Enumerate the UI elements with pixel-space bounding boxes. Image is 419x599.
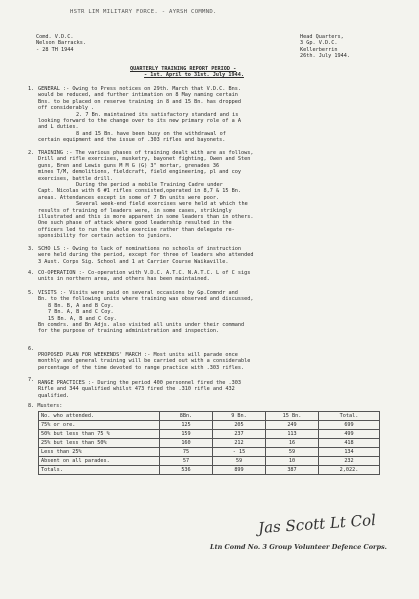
para-line: GENERAL :- Owing to Press notices on 29th. March that V.D.C. Bns. xyxy=(38,86,242,92)
table-header-cell: Total. xyxy=(319,412,380,421)
para-line: areas. Attendances except in some of 7 Bn units were poor. xyxy=(38,194,220,201)
table-cell: 499 xyxy=(319,430,380,439)
para-number: 4. xyxy=(28,270,35,276)
para-line: During the period a mobile Training Cadre under xyxy=(76,181,223,188)
table-cell: 2,022. xyxy=(319,466,380,475)
table-cell: 59 xyxy=(266,448,319,457)
table-cell: 75 xyxy=(160,448,213,457)
table-cell: 249 xyxy=(266,421,319,430)
para-number: 5. xyxy=(28,290,35,296)
para-musters-label: 8. Musters: xyxy=(28,403,63,409)
table-cell: 212 xyxy=(213,439,266,448)
table-cell: Less than 25% xyxy=(39,448,160,457)
table-cell: 536 xyxy=(160,466,213,475)
para-line: would be reduced, and further intimation on 8 May naming certain xyxy=(38,92,238,99)
table-cell: 113 xyxy=(266,430,319,439)
para-line: 8 Bn. B, A and B Coy. xyxy=(48,302,114,309)
table-cell: 16 xyxy=(266,439,319,448)
para-line: TRAINING :- The various phases of training dealt with are as follows, xyxy=(38,150,254,156)
signature-designation: Ltn Comd No. 3 Group Volunteer Defence Corps. xyxy=(210,543,387,551)
para-line: One such phase of attack where good leadership resulted in the xyxy=(38,220,232,227)
address-right-line: 3 Gp. V.D.C. xyxy=(300,40,338,47)
address-left-line: Nelson Barracks. xyxy=(36,40,86,47)
table-cell: 387 xyxy=(266,466,319,475)
paragraph-range-practices xyxy=(38,380,241,399)
table-header-row xyxy=(39,412,380,421)
paragraph-schools xyxy=(38,246,254,265)
para-line: PROPOSED PLAN FOR WEEKENDS' MARCH :- Most units will parade once xyxy=(38,352,238,358)
table-cell: 418 xyxy=(319,439,380,448)
para-line: monthly and general training will be carried out with a considerable xyxy=(38,358,251,365)
table-cell: 699 xyxy=(319,421,380,430)
para-line: Several week-end field exercises were held at which the xyxy=(76,201,248,208)
para-line: exercises, battle drill. xyxy=(38,175,113,182)
para-line: were held during the period, except for three of leaders who attended xyxy=(38,252,254,259)
paragraph-visits xyxy=(38,290,254,335)
table-cell: 50% but less than 75 % xyxy=(39,430,160,439)
para-line: Capt. Nicolas with 6 #1 rifles consisted,operated in 8,7 & 15 Bn. xyxy=(38,188,242,195)
para-line: 2. 7 Bn. maintained its satisfactory standard and is xyxy=(76,111,239,118)
table-cell: 237 xyxy=(213,430,266,439)
para-line: 7 Bn. A, B and C Coy. xyxy=(48,309,114,316)
table-cell: 59 xyxy=(213,457,266,466)
paragraph-general xyxy=(38,86,241,144)
address-right xyxy=(300,34,350,60)
para-line: off considerably . xyxy=(38,105,95,112)
para-line: units in northern area, and others has been maintained. xyxy=(38,276,210,283)
table-row xyxy=(39,457,380,466)
para-number: 7. xyxy=(28,377,35,383)
table-header-cell: 8Bn. xyxy=(160,412,213,421)
para-line: mines T/M, demolitions, fieldcraft, field engineering, pl and coy xyxy=(38,169,242,176)
para-line: and L duties. xyxy=(38,124,79,131)
paragraph-training xyxy=(38,150,254,239)
para-line: 3 Aust. Corps Sig. School and 1 at Carrier Course Waikaville. xyxy=(38,258,229,265)
table-cell: 57 xyxy=(160,457,213,466)
para-line: Drill and rifle exercises, musketry, bayonet fighting, Owen and Sten xyxy=(38,156,251,163)
table-cell: 134 xyxy=(319,448,380,457)
para-line: 8 and 15 Bn. have been busy on the withdrawal of xyxy=(76,130,226,137)
para-line: Rifle and 344 qualified whilst 473 fired the .310 rifle and 432 xyxy=(38,386,235,393)
address-right-line: Head Quarters, xyxy=(300,34,344,40)
para-number: 2. xyxy=(28,150,35,156)
table-row xyxy=(39,439,380,448)
report-title-line: QUARTERLY TRAINING REPORT PERIOD - xyxy=(130,66,237,72)
para-line: Bns. to be placed on reserve training in 8 and 15 Bn. has dropped xyxy=(38,98,242,105)
para-line: for the purpose of training administration and inspection. xyxy=(38,328,220,335)
table-row xyxy=(39,448,380,457)
para-number: 1. xyxy=(28,86,35,92)
para-line: looking forward to the change over to its new primary role of a A xyxy=(38,117,242,124)
table-cell: 10 xyxy=(266,457,319,466)
para-line: Bn. to the following units where training was observed and discussed, xyxy=(38,296,254,303)
para-line: illustrated and this is more apparent in some leaders than in others. xyxy=(38,213,254,220)
table-cell: 232 xyxy=(319,457,380,466)
table-row xyxy=(39,430,380,439)
paragraph-proposed-plan xyxy=(38,352,250,371)
address-left xyxy=(36,34,86,53)
para-line: results of training of leaders were, in some cases, strikingly xyxy=(38,207,232,214)
table-row xyxy=(39,466,380,475)
document-header: HSTR LIM MILITARY FORCE. - AYRSH COMMND. xyxy=(70,9,217,15)
para-line: VISITS :- Visits were paid on several occasions by Gp.Comndr and xyxy=(38,290,238,296)
para-line: CO-OPERATION :- Co-operation with V.D.C. A.T.C. N.A.T.C. L of C sigs xyxy=(38,270,251,276)
para-line: percentage of the time devoted to range practice with .303 rifles. xyxy=(38,364,245,371)
address-left-line: Comd. V.D.C. xyxy=(36,34,74,40)
table-cell: 205 xyxy=(213,421,266,430)
table-cell: 125 xyxy=(160,421,213,430)
handwritten-signature: Jas Scott Lt Col xyxy=(257,510,377,538)
table-row xyxy=(39,421,380,430)
para-number: 6. xyxy=(28,346,35,352)
report-title xyxy=(130,66,244,79)
table-header-cell: 15 Bn. xyxy=(266,412,319,421)
table-cell: Totals. xyxy=(39,466,160,475)
report-title-line: - 1st. April to 31st. July 1944. xyxy=(144,72,244,79)
table-cell: 160 xyxy=(160,439,213,448)
para-line: guns, Bren and Lewis guns M M G (G) 3" mortar, grenades 36 xyxy=(38,162,220,169)
musters-table xyxy=(38,411,380,475)
address-right-line: Kellerberrin xyxy=(300,46,338,53)
para-line: certain equipment and the issue of .303 rifles and bayonets. xyxy=(38,137,226,144)
table-cell: 75% or ore. xyxy=(39,421,160,430)
table-cell: 25% but less than 50% xyxy=(39,439,160,448)
para-line: officers led to run the whole exercise rather than delegate re- xyxy=(38,226,235,233)
address-left-line: - 28 TH 1944 xyxy=(36,46,74,53)
para-line: sponsibility for certain action to juniors. xyxy=(38,233,173,240)
para-line: RANGE PRACTICES :- During the period 400 personnel fired the .303 xyxy=(38,380,242,386)
table-cell: - 15 xyxy=(213,448,266,457)
address-right-line: 26th. July 1944. xyxy=(300,53,350,60)
para-line: Bn comdrs. and Bn Adjs. also visited all units under their command xyxy=(38,321,245,328)
table-cell: 159 xyxy=(160,430,213,439)
table-header-cell: 9 Bn. xyxy=(213,412,266,421)
paragraph-cooperation xyxy=(38,270,250,283)
para-line: 15 Bn. A, B and C Coy. xyxy=(48,315,117,322)
para-number: 3. xyxy=(28,246,35,252)
table-header-cell: No. who attended. xyxy=(39,412,160,421)
para-line: qualified. xyxy=(38,392,70,399)
table-cell: 899 xyxy=(213,466,266,475)
para-line: SCHO LS :- Owing to lack of nominations no schools of instruction xyxy=(38,246,242,252)
table-cell: Absent on all parades. xyxy=(39,457,160,466)
